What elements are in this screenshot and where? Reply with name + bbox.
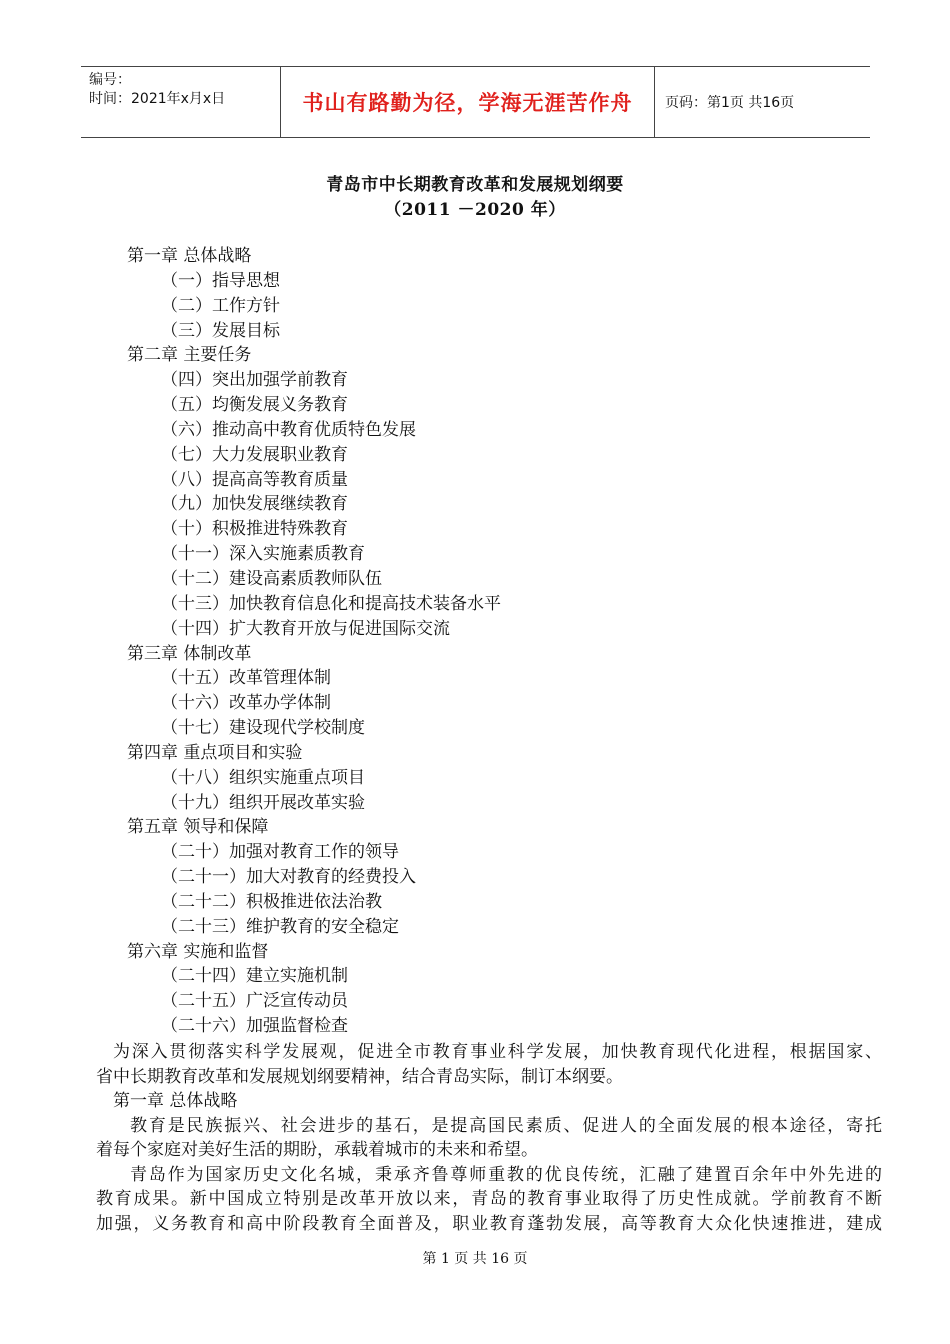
toc-section-item: （十四）扩大教育开放与促进国际交流 [161,618,450,639]
header-page-cell [655,67,870,137]
toc-section-item: （十五）改革管理体制 [161,668,331,689]
body-line: 为深入贯彻落实科学发展观，促进全市教育事业科学发展，加快教育现代化进程，根据国家、 [113,1042,882,1062]
body-line: 教育是民族振兴、社会进步的基石，是提高国民素质、促进人的全面发展的根本途径，寄托 [130,1115,882,1136]
toc-section-item: （四）突出加强学前教育 [161,370,348,391]
document-subtitle: （2011 －2020 年） [384,200,566,220]
toc-section-item: （十一）深入实施素质教育 [161,544,365,565]
toc-section-item: （一）指导思想 [161,270,280,291]
toc-section-item: （十三）加快教育信息化和提高技术装备水平 [161,593,501,614]
table-of-contents [127,244,501,1039]
toc-section-item: （二）工作方针 [161,295,280,316]
toc-section-item: （十九）组织开展改革实验 [161,792,365,813]
toc-chapter-item: 第五章 领导和保障 [127,817,269,838]
toc-section-item: （十二）建设高素质教师队伍 [161,568,382,589]
toc-section-item: （九）加快发展继续教育 [161,494,348,515]
toc-section-item: （二十六）加强监督检查 [161,1016,348,1037]
toc-section-item: （六）推动高中教育优质特色发展 [161,419,416,440]
document-title: 青岛市中长期教育改革和发展规划纲要 [326,175,624,195]
toc-chapter-item: 第三章 体制改革 [127,643,252,664]
toc-section-item: （十六）改革办学体制 [161,693,331,714]
toc-section-item: （二十五）广泛宣传动员 [161,991,348,1012]
header-left-cell [81,67,281,137]
toc-section-item: （二十四）建立实施机制 [161,966,348,987]
toc-chapter-item: 第六章 实施和监督 [127,941,269,962]
body-line: 第一章 总体战略 [113,1091,238,1111]
number-label: 编号： [89,72,131,88]
header-table [81,66,870,138]
toc-section-item: （七）大力发展职业教育 [161,444,348,465]
body-line: 着每个家庭对美好生活的期盼，承载着城市的未来和希望。 [96,1140,538,1160]
toc-section-item: （八）提高高等教育质量 [161,469,348,490]
toc-section-item: （五）均衡发展义务教育 [161,395,348,416]
toc-chapter-item: 第二章 主要任务 [127,345,252,366]
motto-text: 书山有路勤为径，学海无涯苦作舟 [302,91,633,115]
page-footer: 第 1 页 共 16 页 [422,1251,528,1267]
body-line: 教育成果。新中国成立特别是改革开放以来，青岛的教育事业取得了历史性成就。学前教育不断 [96,1189,882,1209]
toc-chapter-item: 第一章 总体战略 [127,246,252,266]
toc-section-item: （二十一）加大对教育的经费投入 [161,867,416,888]
toc-section-item: （十）积极推进特殊教育 [161,519,348,540]
header-motto-cell [281,67,655,137]
toc-section-item: （三）发展目标 [161,320,280,341]
page-label: 页码：第1页 共16页 [665,95,795,111]
toc-chapter-item: 第四章 重点项目和实验 [127,742,303,763]
body-line: 青岛作为国家历史文化名城，秉承齐鲁尊师重教的优良传统，汇融了建置百余年中外先进的 [130,1164,882,1185]
body-line: 加强，义务教育和高中阶段教育全面普及，职业教育蓬勃发展，高等教育大众化快速推进，建成 [96,1213,882,1234]
date-label: 时间：2021年x月x日 [89,91,226,107]
toc-section-item: （二十三）维护教育的安全稳定 [161,916,399,937]
toc-section-item: （十八）组织实施重点项目 [161,767,365,788]
body-line: 省中长期教育改革和发展规划纲要精神，结合青岛实际，制订本纲要。 [96,1066,623,1087]
toc-section-item: （十七）建设现代学校制度 [161,718,365,739]
toc-section-item: （二十二）积极推进依法治教 [161,891,382,912]
toc-section-item: （二十）加强对教育工作的领导 [161,842,399,863]
body-text [96,1040,882,1236]
